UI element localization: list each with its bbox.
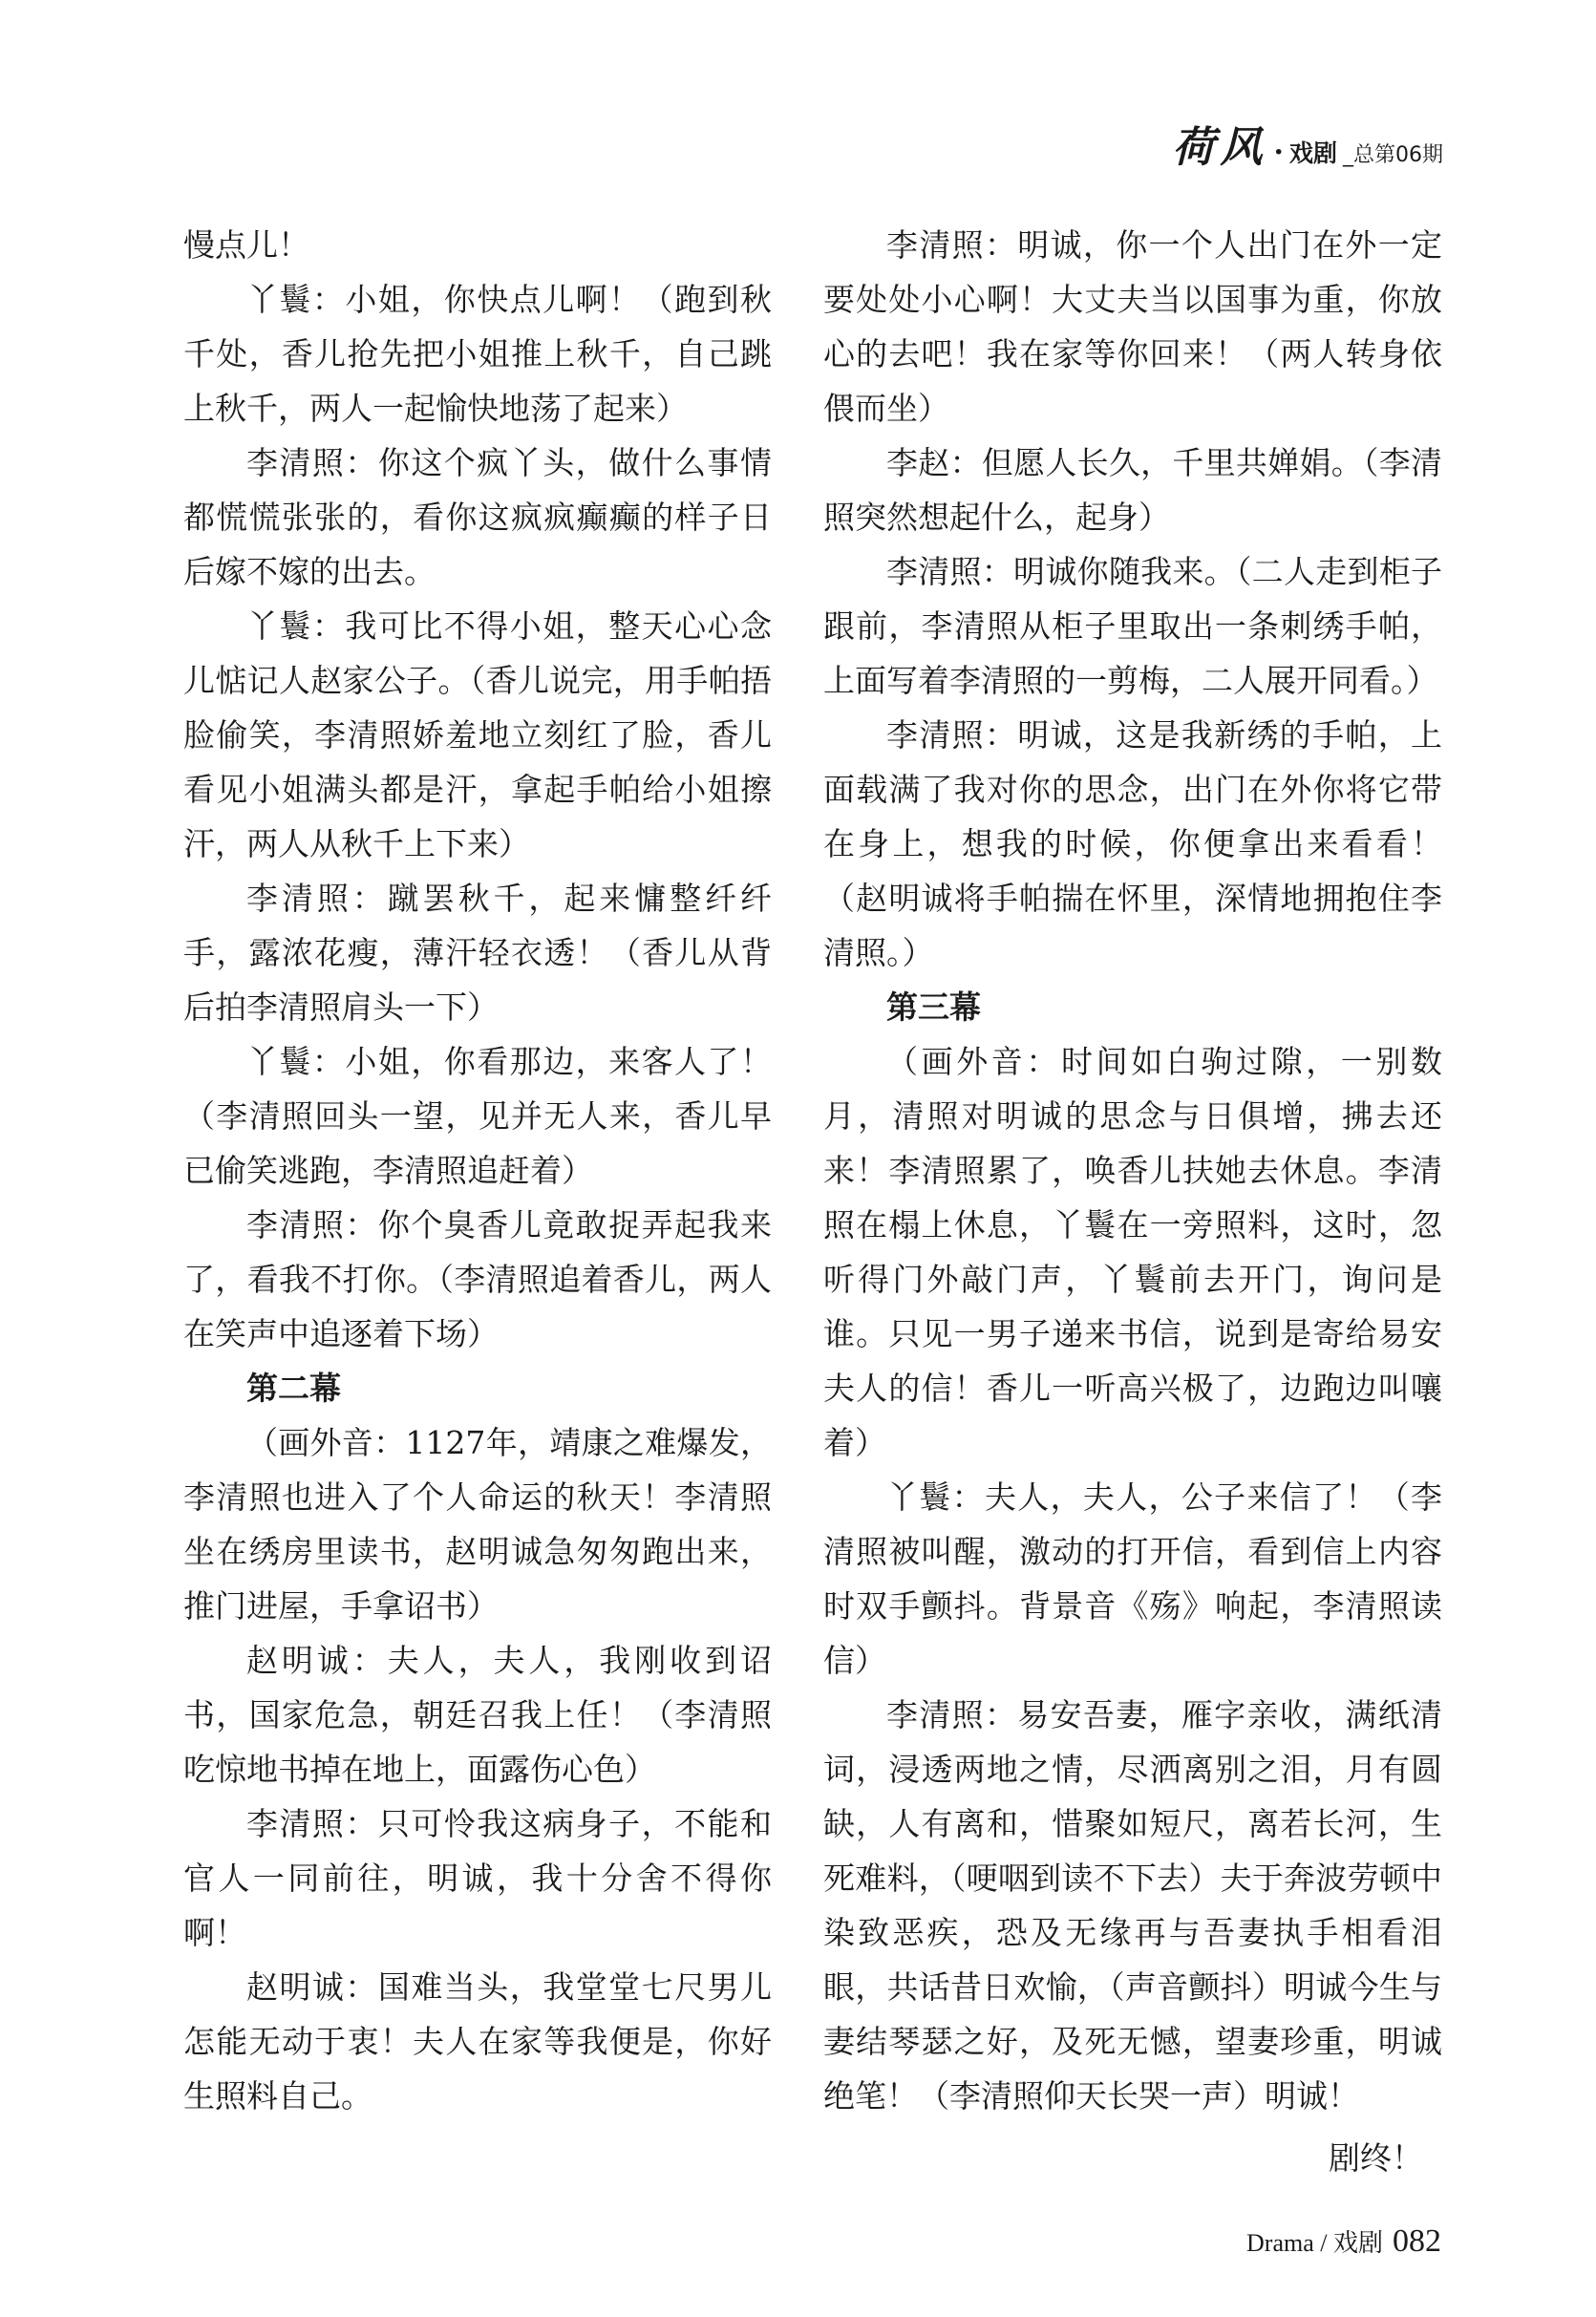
dialogue-paragraph: 李清照：只可怜我这病身子，不能和官人一同前往，明诚，我十分舍不得你啊！	[183, 1805, 772, 1951]
play-end: 剧终！	[1329, 2139, 1423, 2177]
dialogue-paragraph: 李清照：明诚，这是我新绣的手帕，上面载满了我对你的思念，出门在外你将它带在身上，想我的时候，你便拿出来看看！（赵明诚将手帕揣在怀里，深情地拥抱住李清照。）	[823, 716, 1442, 971]
dialogue-paragraph: 丫鬟：我可比不得小姐，整天心心念儿惦记人赵家公子。（香儿说完，用手帕捂脸偷笑，李清照娇羞地立刻红了脸，香儿看见小姐满头都是汗，拿起手帕给小姐擦汗，两人从秋千上下来）	[183, 607, 772, 862]
journal-logo: 荷风	[1172, 123, 1268, 172]
body-columns	[183, 218, 1443, 2185]
section-name: 戏剧	[1288, 139, 1337, 167]
continued-paragraph: 慢点儿！	[183, 226, 309, 264]
page-number: 082	[1393, 2223, 1441, 2259]
dialogue-paragraph: 赵明诚：夫人，夫人，我刚收到诏书，国家危急，朝廷召我上任！（李清照吃惊地书掉在地上，面露伤心色）	[183, 1642, 772, 1788]
dialogue-paragraph: 李清照：明诚，你一个人出门在外一定要处处小心啊！大丈夫当以国事为重，你放心的去吧！我在家等你回来！（两人转身依偎而坐）	[823, 226, 1442, 427]
dialogue-paragraph: （画外音：时间如白驹过隙，一别数月，清照对明诚的思念与日俱增，拂去还来！李清照累了，唤香儿扶她去休息。李清照在榻上休息，丫鬟在一旁照料，这时，忽听得门外敲门声，丫鬟前去开门，询问是谁。只见一男子递来书信，说到是寄给易安夫人的信！香儿一听高兴极了，边跑边叫嚷着）	[823, 1043, 1442, 1461]
running-header	[183, 113, 1443, 170]
left-column	[183, 218, 772, 2123]
dialogue-paragraph: （画外音：1127年，靖康之难爆发，李清照也进入了个人命运的秋天！李清照坐在绣房里读书，赵明诚急匆匆跑出来，推门进屋，手拿诏书）	[183, 1424, 772, 1625]
issue-number: _总第06期	[1343, 143, 1443, 167]
dialogue-paragraph: 李赵：但愿人长久，千里共婵娟。（李清照突然想起什么，起身）	[823, 444, 1442, 536]
dialogue-paragraph: 李清照：蹴罢秋千，起来慵整纤纤手，露浓花瘦，薄汗轻衣透！（香儿从背后拍李清照肩头一下）	[183, 880, 772, 1026]
header-separator: ·	[1273, 136, 1284, 169]
right-column	[823, 218, 1442, 2185]
dialogue-paragraph: 李清照：你这个疯丫头，做什么事情都慌慌张张的，看你这疯疯癫癫的样子日后嫁不嫁的出去。	[183, 444, 772, 590]
dialogue-paragraph: 赵明诚：国难当头，我堂堂七尺男儿怎能无动于衷！夫人在家等我便是，你好生照料自己。	[183, 1968, 772, 2115]
dialogue-paragraph: 丫鬟：小姐，你看那边，来客人了！（李清照回头一望，见并无人来，香儿早已偷笑逃跑，李清照追赶着）	[183, 1043, 772, 1189]
dialogue-paragraph: 李清照：明诚你随我来。（二人走到柜子跟前，李清照从柜子里取出一条刺绣手帕，上面写着李清照的一剪梅，二人展开同看。）	[823, 553, 1442, 699]
dialogue-paragraph: 丫鬟：小姐，你快点儿啊！（跑到秋千处，香儿抢先把小姐推上秋千，自己跳上秋千，两人一起愉快地荡了起来）	[183, 281, 772, 427]
page-footer	[183, 2185, 1443, 2260]
dialogue-paragraph: 李清照：你个臭香儿竟敢捉弄起我来了，看我不打你。（李清照追着香儿，两人在笑声中追逐着下场）	[183, 1206, 772, 1352]
dialogue-paragraph: 李清照：易安吾妻，雁字亲收，满纸清词，浸透两地之情，尽洒离别之泪，月有圆缺，人有离和，惜聚如短尺，离若长河，生死难料，（哽咽到读不下去）夫于奔波劳顿中染致恶疾，恐及无缘再与吾妻执手相看泪眼，共话昔日欢愉，（声音颤抖）明诚今生与妻结琴瑟之好，及死无憾，望妻珍重，明诚绝笔！（李清照仰天长哭一声）明诚！	[823, 1696, 1442, 2115]
dialogue-paragraph: 丫鬟：夫人，夫人，公子来信了！（李清照被叫醒，激动的打开信，看到信上内容时双手颤抖。背景音《殇》响起，李清照读信）	[823, 1478, 1442, 1679]
scene-heading: 第三幕	[886, 988, 981, 1026]
footer-section-label: Drama / 戏剧	[1246, 2229, 1383, 2257]
scene-heading: 第二幕	[246, 1370, 341, 1407]
